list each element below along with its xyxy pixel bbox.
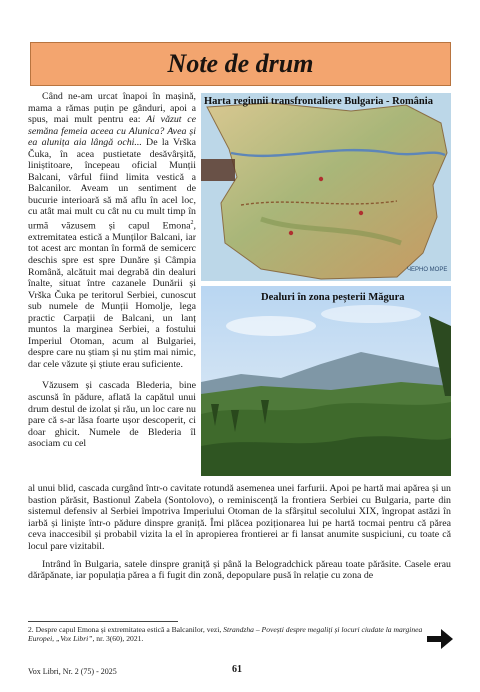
map-figure [201,93,451,281]
paragraph-text: Când ne-am urcat înapoi în mașină, mama a rămas puțin pe gânduri, apoi a spus, mai mult pentru ea: [28,91,196,126]
journal-name: Vox Libri, Nr. 2 (75) - 2025 [28,667,117,676]
landscape-figure [201,286,451,476]
footnote-text: , nr. 3(60), 2021. [92,634,144,644]
footnote [28,625,428,644]
paragraph-3: Intrând în Bulgaria, satele dinspre graniță și până la Belogradchick păreau toate părăsite. Casele erau dărăpănate, iar populația părea a fi fugit din zonă, depopulare pusă în relație cu zona de [28,558,451,582]
quote-text: Ai văzut ce semăna femeia aceea cu Alunica? Avea și ea alunița aia lângă ochi... [28,114,196,149]
photo-caption: Dealuri în zona peșterii Măgura [261,292,405,303]
footnote-text: 2. Despre capul Emona și extremitatea estică a Balcanilor, vezi, [28,625,224,634]
map-caption: Harta regiunii transfrontaliere Bulgaria - România [204,96,433,107]
full-width-text [28,483,451,582]
section-title: Note de drum [167,49,314,78]
page-number: 61 [232,664,242,675]
map-label: ЧЕРНО МОРЕ [407,267,448,273]
paragraph-text: De la Vrška Čuka, în acea pustietate desăvârșită, liniștitoare, începeau oficial Munții Balcani, vârful fiind limita vestică a Balcanilor. Aveam un sentiment de bucurie interioară să mă aflu în acel loc, cu atât mai mult cu cât nu cu mult timp în urmă văzusem și capul Emona [28,137,197,232]
paragraph-text: , extremitatea estică a Munților Balcani, iar tot acest arc montan în formă de semicerc deschis spre est spre Dunăre și Câmpia Română, alcătuit mai degrabă din dealuri înalte, situat între cazanele Dunării și Vrška Čuka pe teritorul Serbiei, cunoscut sub numele de Munții Homolje, lega practic Carpații de Balcani, un lanț muntos la marginea Serbiei, a fostului Imperiul Otoman, acum al Bulgariei, despre care nu știam și nu știm mai nimic, dar cele văzute și știute erau suficiente. [28,220,196,370]
footnote-ref[interactable]: 2 [190,220,194,227]
section-banner [30,42,451,86]
paragraph-2: Văzusem și cascada Blederia, bine ascunsă în pădure, aflată la capătul unui drum destul de izolat și rău, un loc care nu pare că s-ar lăsa foarte ușor descoperit, ci doar ghicit. Numele de Blederia îl asociam cu cel [28,380,196,450]
left-column [28,91,196,450]
paragraph-2-continued: al unui blid, cascada curgând într-o cavitate rotundă asemenea unei farfurii. Apoi pe hartă mai apărea și un bastion părăsit, Bastionul Zabela (Sontolovo), o reminiscență la frontiera Serbiei cu Bulgaria, parte din sistemul defensiv al Serbiei împotriva Imperiului Otoman de la sfârșitul secolului XIX, îngropat astăzi în iarbă și liniște într-o pădure dinspre graniță. Îmi plăcea poziționarea lui pe hartă tocmai pentru că părea ceva inaccesibil și probabil vizita la el în apropierea frontierei ar fi lansat anumite suspiciuni, cu toate că locul pare vizitabil. [28,483,451,552]
landscape-image [201,286,451,476]
footnote-divider [28,621,178,622]
map-image [201,93,451,281]
paragraph-1 [28,91,196,370]
footnote-reference-title: Strandzha – Povești despre megaliți și locuri ciudate la marginea Europei, „Vox Libri” [28,625,423,644]
right-arrow-icon[interactable] [427,629,453,649]
